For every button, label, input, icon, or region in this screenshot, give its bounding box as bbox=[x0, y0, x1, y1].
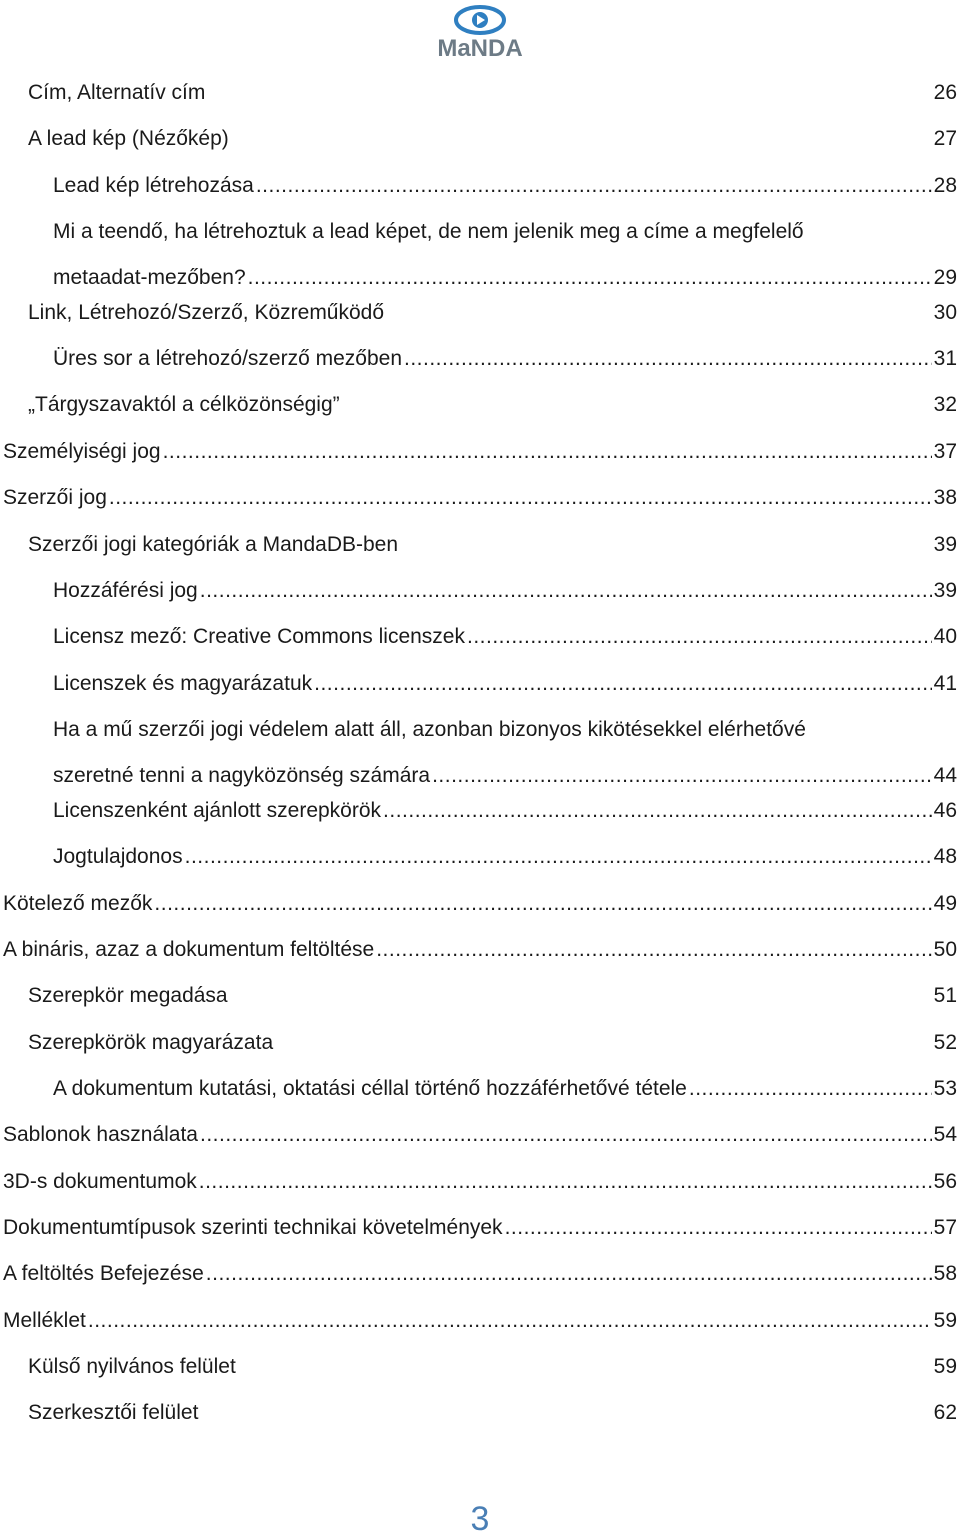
toc-dot-leader bbox=[256, 171, 932, 201]
toc-entry[interactable] bbox=[0, 981, 960, 1011]
toc-entry-page: 46 bbox=[933, 799, 957, 822]
toc-entry-page: 30 bbox=[933, 301, 957, 324]
toc-entry-page: 32 bbox=[933, 393, 957, 416]
toc-entry[interactable] bbox=[0, 298, 960, 328]
toc-entry-title: Kötelező mezők bbox=[3, 892, 153, 915]
toc-entry[interactable] bbox=[0, 1398, 960, 1428]
toc-dot-leader bbox=[200, 576, 932, 606]
toc-dot-leader bbox=[163, 437, 932, 467]
toc-entry[interactable] bbox=[0, 1028, 960, 1058]
toc-entry-title: „Tárgyszavaktól a célközönségig” bbox=[28, 393, 340, 416]
toc-entry[interactable] bbox=[0, 344, 960, 374]
toc-entry-title: Szerzői jog bbox=[3, 486, 107, 509]
toc-entry-title: Szerepkörök magyarázata bbox=[28, 1031, 274, 1054]
toc-entry-title: Külső nyilvános felület bbox=[28, 1355, 236, 1378]
toc-dot-leader bbox=[200, 1120, 932, 1150]
toc-entry-title: Üres sor a létrehozó/szerző mezőben bbox=[53, 347, 402, 370]
toc-entry-title: Szerkesztői felület bbox=[28, 1401, 199, 1424]
toc-entry[interactable] bbox=[0, 530, 960, 560]
toc-entry-page: 26 bbox=[933, 81, 957, 104]
toc-entry[interactable] bbox=[0, 796, 960, 826]
toc-entry[interactable] bbox=[0, 1306, 960, 1336]
toc-entry-page: 58 bbox=[933, 1262, 957, 1285]
toc-entry-page: 39 bbox=[933, 533, 957, 556]
toc-entry-title: szeretné tenni a nagyközönség számára bbox=[53, 764, 431, 787]
toc-entry-page: 37 bbox=[933, 440, 957, 463]
toc-dot-leader bbox=[88, 1306, 932, 1336]
toc-entry-page: 54 bbox=[933, 1123, 957, 1146]
toc-entry-page: 28 bbox=[933, 174, 957, 197]
toc-entry[interactable] bbox=[0, 889, 960, 919]
toc-entry[interactable] bbox=[0, 622, 960, 652]
toc-entry[interactable] bbox=[0, 483, 960, 513]
toc-dot-leader bbox=[689, 1074, 932, 1104]
toc-entry[interactable] bbox=[0, 576, 960, 606]
logo-text: MaNDA bbox=[437, 35, 523, 60]
toc-entry-page: 50 bbox=[933, 938, 957, 961]
toc-entry-title: A feltöltés Befejezése bbox=[3, 1262, 204, 1285]
toc-entry-page: 49 bbox=[933, 892, 957, 915]
toc-entry[interactable] bbox=[0, 1352, 960, 1382]
toc-entry-title: A dokumentum kutatási, oktatási céllal történő hozzáférhetővé tétele bbox=[53, 1077, 687, 1100]
toc-entry-title: Cím, Alternatív cím bbox=[28, 81, 206, 104]
toc-entry-page: 44 bbox=[933, 764, 957, 787]
toc-entry-title: Szerepkör megadása bbox=[28, 984, 228, 1007]
toc-dot-leader bbox=[432, 761, 932, 791]
toc-entry[interactable] bbox=[0, 390, 960, 420]
toc-dot-leader bbox=[467, 622, 932, 652]
toc-entry-title: Hozzáférési jog bbox=[53, 579, 198, 602]
toc-entry[interactable] bbox=[0, 935, 960, 965]
toc-dot-leader bbox=[383, 796, 932, 826]
toc-entry-page: 59 bbox=[933, 1309, 957, 1332]
toc-dot-leader bbox=[505, 1213, 932, 1243]
toc-dot-leader bbox=[206, 1259, 932, 1289]
toc-entry[interactable] bbox=[0, 1120, 960, 1150]
toc-entry-page: 29 bbox=[933, 266, 957, 289]
toc-dot-leader bbox=[199, 1167, 932, 1197]
toc-entry-page: 41 bbox=[933, 672, 957, 695]
toc-entry-title: Licensz mező: Creative Commons licenszek bbox=[53, 625, 465, 648]
toc-entry-page: 59 bbox=[933, 1355, 957, 1378]
toc-dot-leader bbox=[185, 842, 932, 872]
toc-entry[interactable] bbox=[0, 715, 960, 791]
toc-dot-leader bbox=[404, 344, 932, 374]
toc-entry-title: Jogtulajdonos bbox=[53, 845, 183, 868]
toc-dot-leader bbox=[154, 889, 931, 919]
toc-entry-page: 51 bbox=[933, 984, 957, 1007]
toc-entry-page: 52 bbox=[933, 1031, 957, 1054]
toc-entry-title: Licenszenként ajánlott szerepkörök bbox=[53, 799, 382, 822]
toc-entry-title: A lead kép (Nézőkép) bbox=[28, 127, 229, 150]
toc-entry-page: 39 bbox=[933, 579, 957, 602]
toc-entry[interactable] bbox=[0, 171, 960, 201]
toc-entry[interactable] bbox=[0, 124, 960, 154]
toc-dot-leader bbox=[248, 263, 932, 293]
toc-entry[interactable] bbox=[0, 217, 960, 293]
manda-logo bbox=[410, 4, 550, 60]
toc-dot-leader bbox=[109, 483, 932, 513]
toc-entry-page: 62 bbox=[933, 1401, 957, 1424]
toc-entry-title: Dokumentumtípusok szerinti technikai követelmények bbox=[3, 1216, 503, 1239]
toc-entry[interactable] bbox=[0, 78, 960, 108]
toc-entry[interactable] bbox=[0, 842, 960, 872]
toc-entry-title: metaadat-mezőben? bbox=[53, 266, 246, 289]
toc-entry-title: 3D-s dokumentumok bbox=[3, 1170, 197, 1193]
toc-entry-page: 56 bbox=[933, 1170, 957, 1193]
toc-entry-title: Link, Létrehozó/Szerző, Közreműködő bbox=[28, 301, 385, 324]
toc-entry-title: Szerzői jogi kategóriák a MandaDB-ben bbox=[28, 533, 399, 556]
toc-entry-title: Személyiségi jog bbox=[3, 440, 161, 463]
toc-entry-page: 31 bbox=[933, 347, 957, 370]
toc-entry[interactable] bbox=[0, 1167, 960, 1197]
page-number: 3 bbox=[470, 1500, 490, 1538]
toc-entry[interactable] bbox=[0, 669, 960, 699]
toc-entry-page: 53 bbox=[933, 1077, 957, 1100]
toc-entry-page: 38 bbox=[933, 486, 957, 509]
toc-entry[interactable] bbox=[0, 437, 960, 467]
toc-entry-title-first-line: Ha a mű szerzői jogi védelem alatt áll, azonban bizonyos kikötésekkel elérhetővé bbox=[53, 718, 806, 741]
toc-entry-page: 57 bbox=[933, 1216, 957, 1239]
toc-dot-leader bbox=[314, 669, 932, 699]
toc-entry[interactable] bbox=[0, 1074, 960, 1104]
toc-entry-page: 27 bbox=[933, 127, 957, 150]
toc-entry-title: Sablonok használata bbox=[3, 1123, 198, 1146]
toc-entry-title: A bináris, azaz a dokumentum feltöltése bbox=[3, 938, 375, 961]
toc-dot-leader bbox=[376, 935, 931, 965]
toc-entry-title-first-line: Mi a teendő, ha létrehoztuk a lead képet, de nem jelenik meg a címe a megfelelő bbox=[53, 220, 804, 243]
toc-entry[interactable] bbox=[0, 1213, 960, 1243]
toc-entry[interactable] bbox=[0, 1259, 960, 1289]
toc-entry-page: 48 bbox=[933, 845, 957, 868]
toc-entry-title: Melléklet bbox=[3, 1309, 86, 1332]
toc-entry-title: Lead kép létrehozása bbox=[53, 174, 254, 197]
toc-entry-page: 40 bbox=[933, 625, 957, 648]
toc-entry-title: Licenszek és magyarázatuk bbox=[53, 672, 313, 695]
eye-logo-icon bbox=[410, 4, 550, 60]
